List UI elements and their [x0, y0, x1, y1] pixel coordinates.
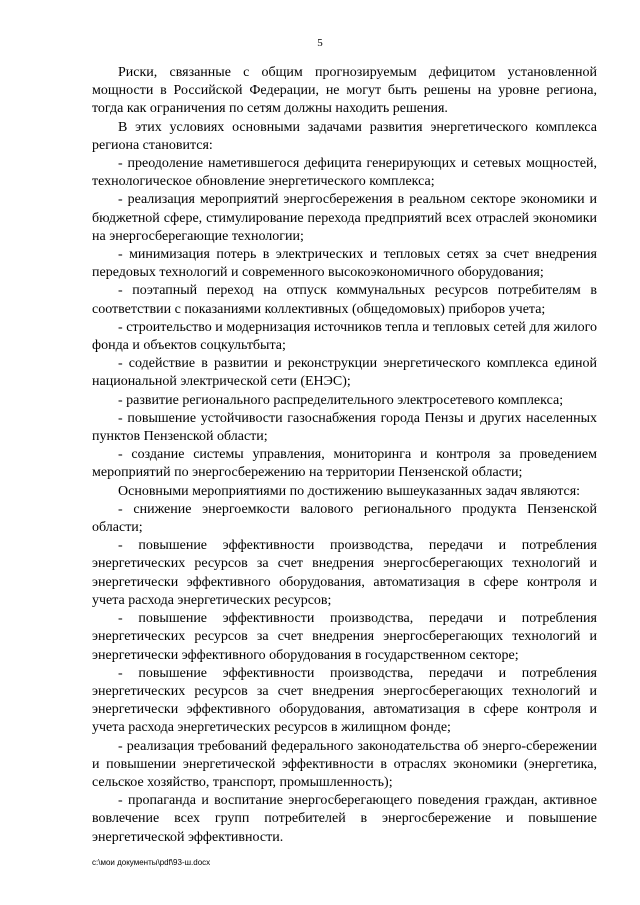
list-item: - повышение эффективности производства, передачи и потребления энергетических ресурсов за счет внедрения энергосберегающих технологий и энергетически эффективного оборудования, автоматизация в сфере контроля и учета расхода энергетических ресурсов в жилищном фонде; [92, 665, 597, 736]
page-number: 5 [317, 37, 323, 49]
list-item: - строительство и модернизация источников тепла и тепловых сетей для жилого фонда и объектов соцкультбыта; [92, 319, 597, 354]
footer-file-path: c:\мои документы\pdf\93-ш.docx [92, 858, 211, 867]
list-item: - пропаганда и воспитание энергосберегающего поведения граждан, активное вовлечение всех групп потребителей в энергосбережение и повышение энергетической эффективности. [92, 793, 597, 845]
list-item: - реализация требований федерального законодательства об энерго-сбережении и повышении энергетической эффективности в отраслях экономики (энергетика, сельское хозяйство, транспорт, промышленность); [92, 738, 597, 790]
list-item: - развитие регионального распределительного электросетевого комплекса; [118, 392, 564, 408]
list-item: - повышение эффективности производства, передачи и потребления энергетических ресурсов за счет внедрения энергосберегающих технологий и энергетически эффективного оборудования, автоматизация в сфере контроля и учета расхода энергетических ресурсов; [92, 538, 597, 608]
list-item: - повышение эффективности производства, передачи и потребления энергетических ресурсов за счет внедрения энергосберегающих технологий и энергетически эффективного оборудования в государственном секторе; [92, 611, 597, 663]
list-item: - повышение устойчивости газоснабжения города Пензы и других населенных пунктов Пензенской области; [92, 410, 597, 445]
list-item: - создание системы управления, мониторинга и контроля за проведением мероприятий по энергосбережению на территории Пензенской области; [92, 447, 597, 481]
list-item: - реализация мероприятий энергосбережения в реальном секторе экономики и бюджетной сфере, стимулирование перехода предприятий всех отраслей экономики на энергосберегающие технологии; [92, 192, 597, 244]
paragraph: Риски, связанные с общим прогнозируемым дефицитом установленной мощности в Российской Федерации, не могут быть решены на уровне региона, тогда как ограничения по сетям должны находить решения. [92, 65, 597, 117]
list-item: - содействие в развитии и реконструкции энергетического комплекса единой национальной электрической сети (ЕНЭС); [92, 356, 597, 390]
list-item: - преодоление наметившегося дефицита генерирующих и сетевых мощностей, технологическое обновление энергетического комплекса; [92, 156, 597, 190]
document-body [92, 64, 597, 847]
list-item: - снижение энергоемкости валового регионального продукта Пензенской области; [92, 501, 597, 536]
list-item: - минимизация потерь в электрических и тепловых сетях за счет внедрения передовых технологий и современного высокоэкономичного оборудования; [92, 247, 597, 281]
list-item: - поэтапный переход на отпуск коммунальных ресурсов потребителям в соответствии с показаниями коллективных (общедомовых) приборов учета; [92, 283, 597, 317]
paragraph: Основными мероприятиями по достижению вышеуказанных задач являются: [118, 483, 581, 499]
paragraph: В этих условиях основными задачами развития энергетического комплекса региона становится: [92, 119, 597, 153]
